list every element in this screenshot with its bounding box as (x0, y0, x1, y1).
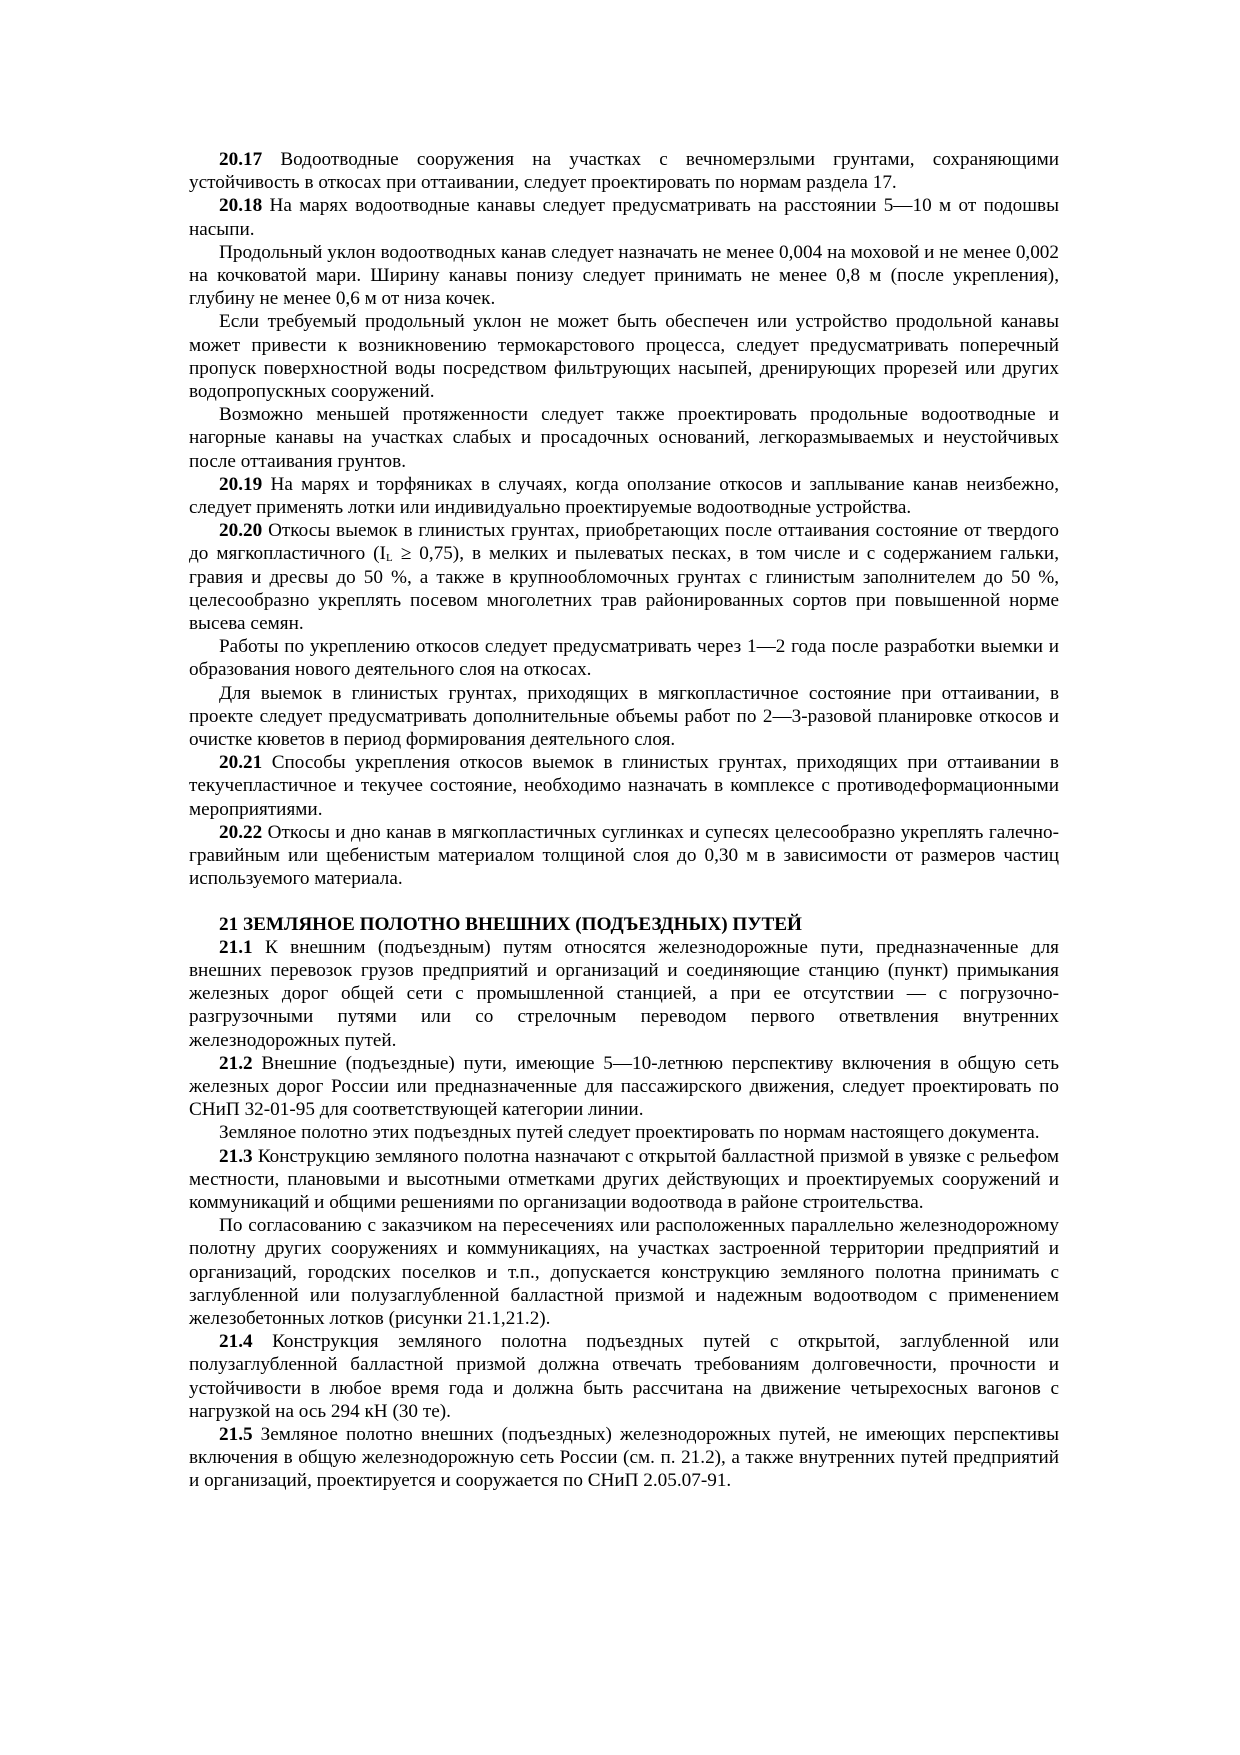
paragraph-text: Продольный уклон водоотводных канав следует назначать не менее 0,004 на моховой и не менее 0,002 на кочковатой мари. Ширину канавы понизу следует принимать не менее 0,8 м (после укрепления), глубину не менее 0,6 м от низа кочек. (189, 241, 1059, 310)
paragraph-text: Если требуемый продольный уклон не может быть обеспечен или устройство продольной канавы может привести к возникновению термокарстового процесса, следует предусматривать поперечный пропуск поверхностной воды посредством фильтрующих насыпей, дренирующих прорезей или других водопропускных сооружений. (189, 311, 1059, 403)
paragraph-text: На марях водоотводные канавы следует предусматривать на расстоянии 5—10 м от подошвы насыпи. (189, 195, 1059, 240)
paragraph (189, 403, 1059, 473)
paragraph-text: Водоотводные сооружения на участках с вечномерзлыми грунтами, сохраняющими устойчивость в откосах при оттаивании, следует проектировать по нормам раздела 17. (189, 149, 1059, 194)
paragraph (189, 310, 1059, 403)
clause-number: 21.3 (219, 1145, 253, 1167)
paragraph-21-3 (189, 1145, 1059, 1215)
paragraph-text: На марях и торфяниках в случаях, когда оползание откосов и заплывание канав неизбежно, следует применять лотки или индивидуально проектируемые водоотводные устройства. (189, 473, 1059, 519)
paragraph (189, 1121, 1059, 1144)
clause-number: 21.4 (219, 1331, 253, 1353)
paragraph-text: По согласованию с заказчиком на пересечениях или расположенных параллельно железнодорожному полотну других сооружениях и коммуникациях, на участках застроенной территории предприятий и организаций, городских поселков и т.п., допускается конструкцию земляного полотна принимать с заглубленной или полузаглубленной балластной призмой и надежным водоотводом с применением железобетонных лотков (рисунки 21.1,21.2). (189, 1215, 1059, 1329)
paragraph-20-20 (189, 519, 1059, 635)
clause-number: 20.21 (219, 752, 263, 774)
clause-number: 21.1 (219, 936, 253, 958)
clause-number: 20.17 (219, 149, 263, 170)
paragraph-text: Возможно меньшей протяженности следует также проектировать продольные водоотводные и нагорные канавы на участках слабых и просадочных оснований, легкоразмываемых и неустойчивых после оттаивания грунтов. (189, 404, 1059, 472)
paragraph-text: Для выемок в глинистых грунтах, приходящих в мягкопластичное состояние при оттаивании, в проекте следует предусматривать дополнительные объемы работ по 2—3-разовой планировке откосов и очистке кюветов в период формирования деятельного слоя. (189, 682, 1059, 751)
paragraph-21-1 (189, 936, 1059, 1052)
paragraph (189, 241, 1059, 311)
paragraph-text: Земляное полотно этих подъездных путей следует проектировать по нормам настоящего документа. (219, 1122, 1040, 1144)
paragraph-21-2 (189, 1052, 1059, 1122)
paragraph-20-22 (189, 821, 1059, 891)
paragraph-21-5 (189, 1423, 1059, 1493)
paragraph-text: Работы по укреплению откосов следует предусматривать через 1—2 года после разработки выемки и образования нового деятельного слоя на откосах. (189, 636, 1059, 681)
paragraph-text: Конструкцию земляного полотна назначают с открытой балластной призмой в увязке с рельефом местности, плановыми и высотными отметками других действующих и проектируемых сооружений и коммуникаций и общими решениями по организации водоотвода в районе строительства. (189, 1145, 1059, 1213)
clause-number: 20.19 (219, 473, 263, 495)
paragraph-text: Внешние (подъездные) пути, имеющие 5—10-летнюю перспективу включения в общую сеть железных дорог России или предназначенные для пассажирского движения, следует проектировать по СНиП 32-01-95 для соответствующей категории линии. (189, 1052, 1059, 1121)
paragraph-text: Способы укрепления откосов выемок в глинистых грунтах, приходящих при оттаивании в текучепластичное и текучее состояние, необходимо назначать в комплексе с противодеформационными мероприятиями. (189, 752, 1059, 820)
paragraph (189, 1214, 1059, 1330)
clause-number: 20.22 (219, 821, 263, 843)
paragraph-text: Откосы и дно канав в мягкопластичных суглинках и супесях целесообразно укреплять галечно-гравийным или щебенистым материалом толщиной слоя до 0,30 м в зависимости от размеров частиц используемого материала. (189, 821, 1059, 890)
clause-number: 20.18 (219, 195, 263, 217)
paragraph (189, 635, 1059, 681)
section-heading: 21 ЗЕМЛЯНОЕ ПОЛОТНО ВНЕШНИХ (ПОДЪЕЗДНЫХ) ПУТЕЙ (219, 913, 802, 935)
paragraph (189, 682, 1059, 752)
paragraph-20-18 (189, 194, 1059, 240)
paragraph-text: Откосы выемок в глинистых грунтах, приобретающих после оттаивания состояние от твердого до мягкопластичного (I (189, 520, 1059, 565)
paragraph-20-17 (189, 148, 1059, 194)
clause-number: 21.5 (219, 1423, 253, 1445)
document-page (189, 148, 1059, 1493)
paragraph-20-21 (189, 751, 1059, 821)
paragraph-text: К внешним (подъездным) путям относятся железнодорожные пути, предназначенные для внешних перевозок грузов предприятий и организаций и соединяющие станцию (пункт) примыкания железных дорог общей сети с промышленной станцией, а при ее отсутствии — с погрузочно-разгрузочными путями или со стрелочным переводом первого ответвления внутренних железнодорожных путей. (189, 936, 1059, 1051)
clause-number: 21.2 (219, 1052, 253, 1074)
subscript: L (385, 552, 393, 565)
paragraph-20-19 (189, 473, 1059, 519)
paragraph-text: ≥ 0,75), в мелких и пылеватых песках, в том числе и с содержанием гальки, гравия и дресвы до 50 %, а также в крупнообломочных грунтах с глинистым заполнителем до 50 %, целесообразно укреплять посевом многолетних трав районированных сортов при повышенной норме высева семян. (189, 543, 1059, 635)
paragraph-21-4 (189, 1330, 1059, 1423)
clause-number: 20.20 (219, 520, 263, 542)
paragraph-text: Конструкция земляного полотна подъездных путей с открытой, заглубленной или полузаглубленной балластной призмой должна отвечать требованиям долговечности, прочности и устойчивости в любое время года и должна быть рассчитана на движение четырехосных вагонов с нагрузкой на ось 294 кН (30 те). (189, 1331, 1059, 1422)
paragraph-text: Земляное полотно внешних (подъездных) железнодорожных путей, не имеющих перспективы включения в общую железнодорожную сеть России (см. п. 21.2), а также внутренних путей предприятий и организаций, проектируется и сооружается по СНиП 2.05.07-91. (189, 1423, 1059, 1492)
